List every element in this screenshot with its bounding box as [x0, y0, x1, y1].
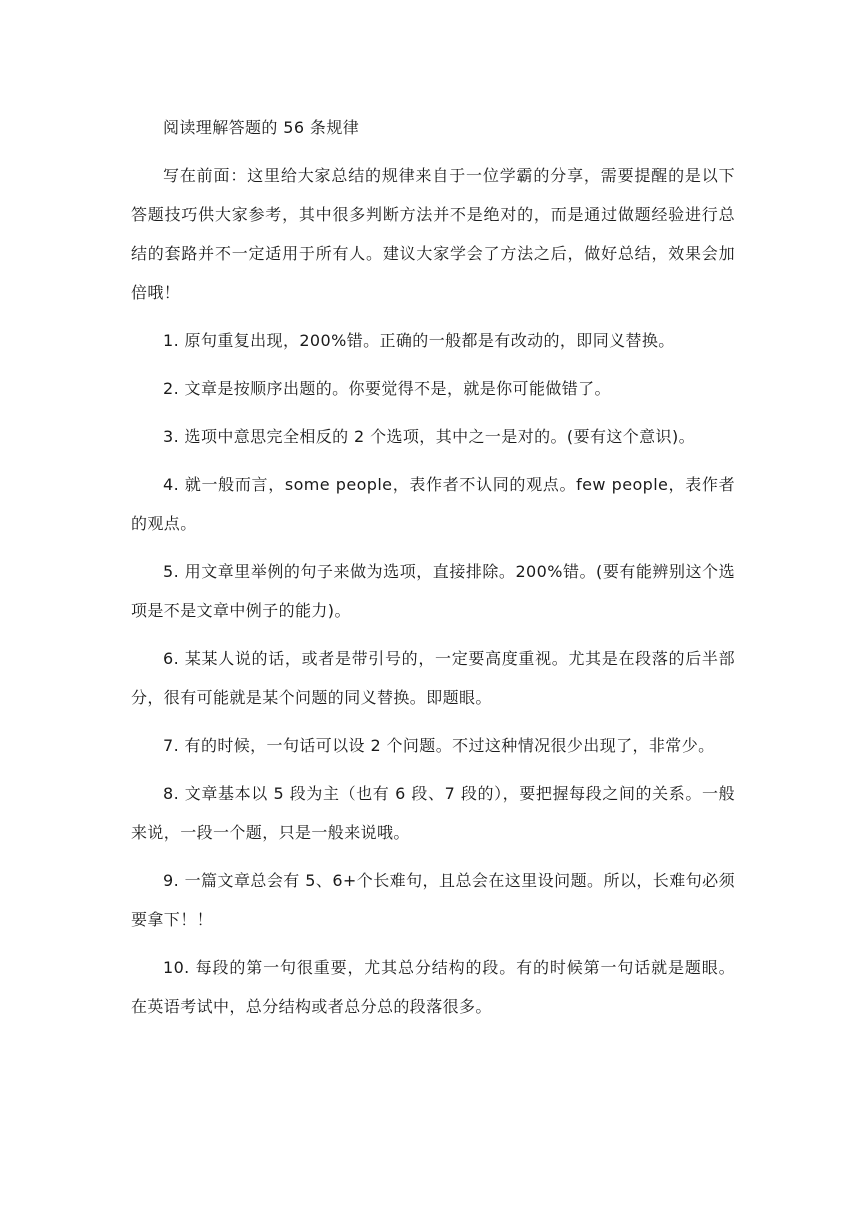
rule-item-6: 6. 某某人说的话，或者是带引号的，一定要高度重视。尤其是在段落的后半部分，很有可能就是某个问题的同义替换。即题眼。 [131, 649, 735, 707]
document-title: 阅读理解答题的 56 条规律 [163, 118, 360, 137]
rule-item-4: 4. 就一般而言，some people，表作者不认同的观点。few people，表作者的观点。 [131, 475, 735, 533]
intro-paragraph: 写在前面：这里给大家总结的规律来自于一位学霸的分享，需要提醒的是以下答题技巧供大家参考，其中很多判断方法并不是绝对的，而是通过做题经验进行总结的套路并不一定适用于所有人。建议大家学会了方法之后，做好总结，效果会加倍哦！ [131, 166, 735, 302]
rule-item-7: 7. 有的时候，一句话可以设 2 个问题。不过这种情况很少出现了，非常少。 [163, 736, 715, 755]
rule-item-2: 2. 文章是按顺序出题的。你要觉得不是，就是你可能做错了。 [163, 379, 611, 398]
rule-item-10: 10. 每段的第一句很重要，尤其总分结构的段。有的时候第一句话就是题眼。在英语考试中，总分结构或者总分总的段落很多。 [131, 958, 735, 1016]
rule-item-8: 8. 文章基本以 5 段为主（也有 6 段、7 段的），要把握每段之间的关系。一般来说，一段一个题，只是一般来说哦。 [131, 784, 735, 842]
document-body [131, 108, 735, 1035]
rule-item-3: 3. 选项中意思完全相反的 2 个选项，其中之一是对的。(要有这个意识)。 [163, 427, 695, 446]
rule-item-5: 5. 用文章里举例的句子来做为选项，直接排除。200%错。(要有能辨别这个选项是不是文章中例子的能力)。 [131, 562, 735, 620]
rule-item-1: 1. 原句重复出现，200%错。正确的一般都是有改动的，即同义替换。 [163, 331, 675, 350]
rule-item-9: 9. 一篇文章总会有 5、6+个长难句，且总会在这里设问题。所以，长难句必须要拿下！！ [131, 871, 735, 929]
